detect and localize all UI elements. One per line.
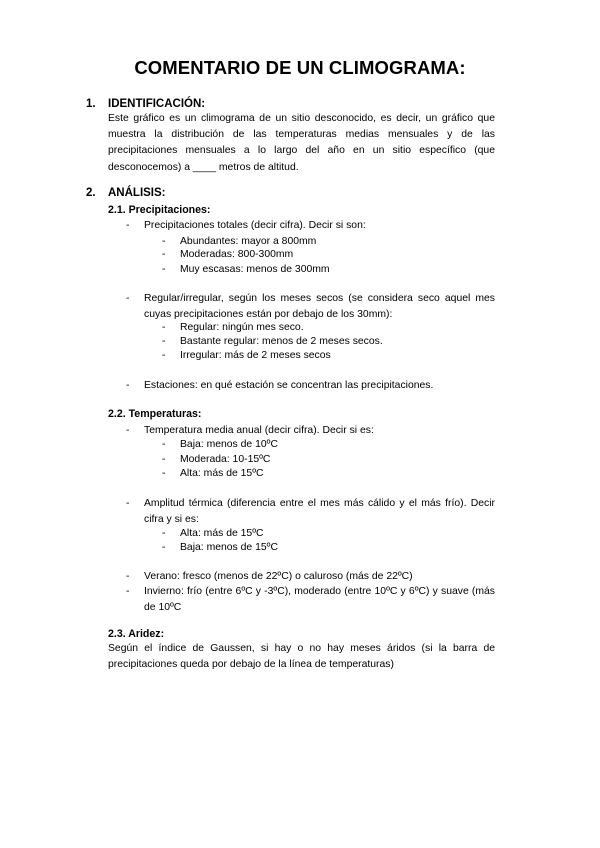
sub-list-item-text: Bastante regular: menos de 2 meses secos. <box>180 336 383 347</box>
dash-bullet: - <box>162 249 166 260</box>
list-item-text: Amplitud térmica (diferencia entre el mes más cálido y el más frío). Decir cifra y si es: <box>144 498 495 526</box>
sub-list-item-text: Alta: más de 15ºC <box>180 468 264 479</box>
section-number: 2. <box>86 187 96 199</box>
aridez-paragraph: Según el índice de Gaussen, si hay o no hay meses áridos (si la barra de precipitaciones queda por debajo de la línea de temperaturas) <box>108 643 495 671</box>
list-item <box>126 496 495 528</box>
list-item-text: Precipitaciones totales (decir cifra). Decir si son: <box>144 220 366 231</box>
sub-list-item-text: Alta: más de 15ºC <box>180 528 264 539</box>
list-item <box>126 569 413 585</box>
list-item <box>126 218 366 234</box>
sub-list-item-text: Abundantes: mayor a 800mm <box>180 236 317 247</box>
dash-bullet: - <box>162 322 166 333</box>
list-item <box>126 378 433 394</box>
sub-list-item-text: Baja: menos de 10ºC <box>180 439 278 450</box>
subsection-aridez-heading: 2.3. Aridez: <box>108 628 165 640</box>
subsection-temperaturas-heading: 2.2. Temperaturas: <box>108 408 202 420</box>
dash-bullet: - <box>162 350 166 361</box>
sub-list-item-text: Baja: menos de 15ºC <box>180 542 278 553</box>
section-analisis-heading <box>86 187 166 199</box>
list-item <box>126 584 495 616</box>
dash-bullet: - <box>162 264 166 275</box>
section-identificacion-heading <box>86 98 205 110</box>
sub-list-item-text: Moderada: 10-15ºC <box>180 454 271 465</box>
sub-list-item <box>162 262 330 278</box>
dash-bullet: - <box>126 586 130 597</box>
dash-bullet: - <box>126 498 130 509</box>
sub-list-item <box>162 466 264 482</box>
dash-bullet: - <box>162 336 166 347</box>
dash-bullet: - <box>162 454 166 465</box>
dash-bullet: - <box>126 293 130 304</box>
list-item-text: Invierno: frío (entre 6ºC y -3ºC), moderado (entre 10ºC y 6ºC) y suave (más de 10ºC <box>144 586 495 614</box>
sub-list-item-text: Muy escasas: menos de 300mm <box>180 264 330 275</box>
sub-list-item-text: Regular: ningún mes seco. <box>180 322 304 333</box>
list-item-text: Verano: fresco (menos de 22ºC) o caluroso (más de 22ºC) <box>144 571 413 582</box>
document-title: COMENTARIO DE UN CLIMOGRAMA: <box>134 57 466 78</box>
list-item-text: Temperatura media anual (decir cifra). Decir si es: <box>144 425 374 436</box>
dash-bullet: - <box>126 425 130 436</box>
dash-bullet: - <box>126 220 130 231</box>
dash-bullet: - <box>162 439 166 450</box>
sub-list-item <box>162 348 331 364</box>
sub-list-item <box>162 247 293 263</box>
sub-list-item-text: Irregular: más de 2 meses secos <box>180 350 331 361</box>
section-number: 1. <box>86 98 96 110</box>
section-title: ANÁLISIS: <box>108 187 166 199</box>
dash-bullet: - <box>162 236 166 247</box>
section-title: IDENTIFICACIÓN: <box>108 98 206 110</box>
dash-bullet: - <box>162 542 166 553</box>
list-item-text: Regular/irregular, según los meses secos (se considera seco aquel mes cuyas precipitaciones están por debajo de los 30mm): <box>144 293 495 321</box>
dash-bullet: - <box>162 468 166 479</box>
dash-bullet: - <box>126 380 130 391</box>
list-item <box>126 291 495 323</box>
list-item-text: Estaciones: en qué estación se concentran las precipitaciones. <box>144 380 434 391</box>
dash-bullet: - <box>126 571 130 582</box>
sub-list-item-text: Moderadas: 800-300mm <box>180 249 294 260</box>
sub-list-item <box>162 540 278 556</box>
sub-list-item <box>162 437 278 453</box>
subsection-precipitaciones-heading: 2.1. Precipitaciones: <box>108 204 211 216</box>
identificacion-paragraph: Este gráfico es un climograma de un sitio desconocido, es decir, un gráfico que muestra la distribución de las temperaturas medias mensuales y de las precipitaciones mensuales a lo largo del año en un sitio específico (que desconocemos) a ____ metros de altitud. <box>108 113 495 173</box>
dash-bullet: - <box>162 528 166 539</box>
